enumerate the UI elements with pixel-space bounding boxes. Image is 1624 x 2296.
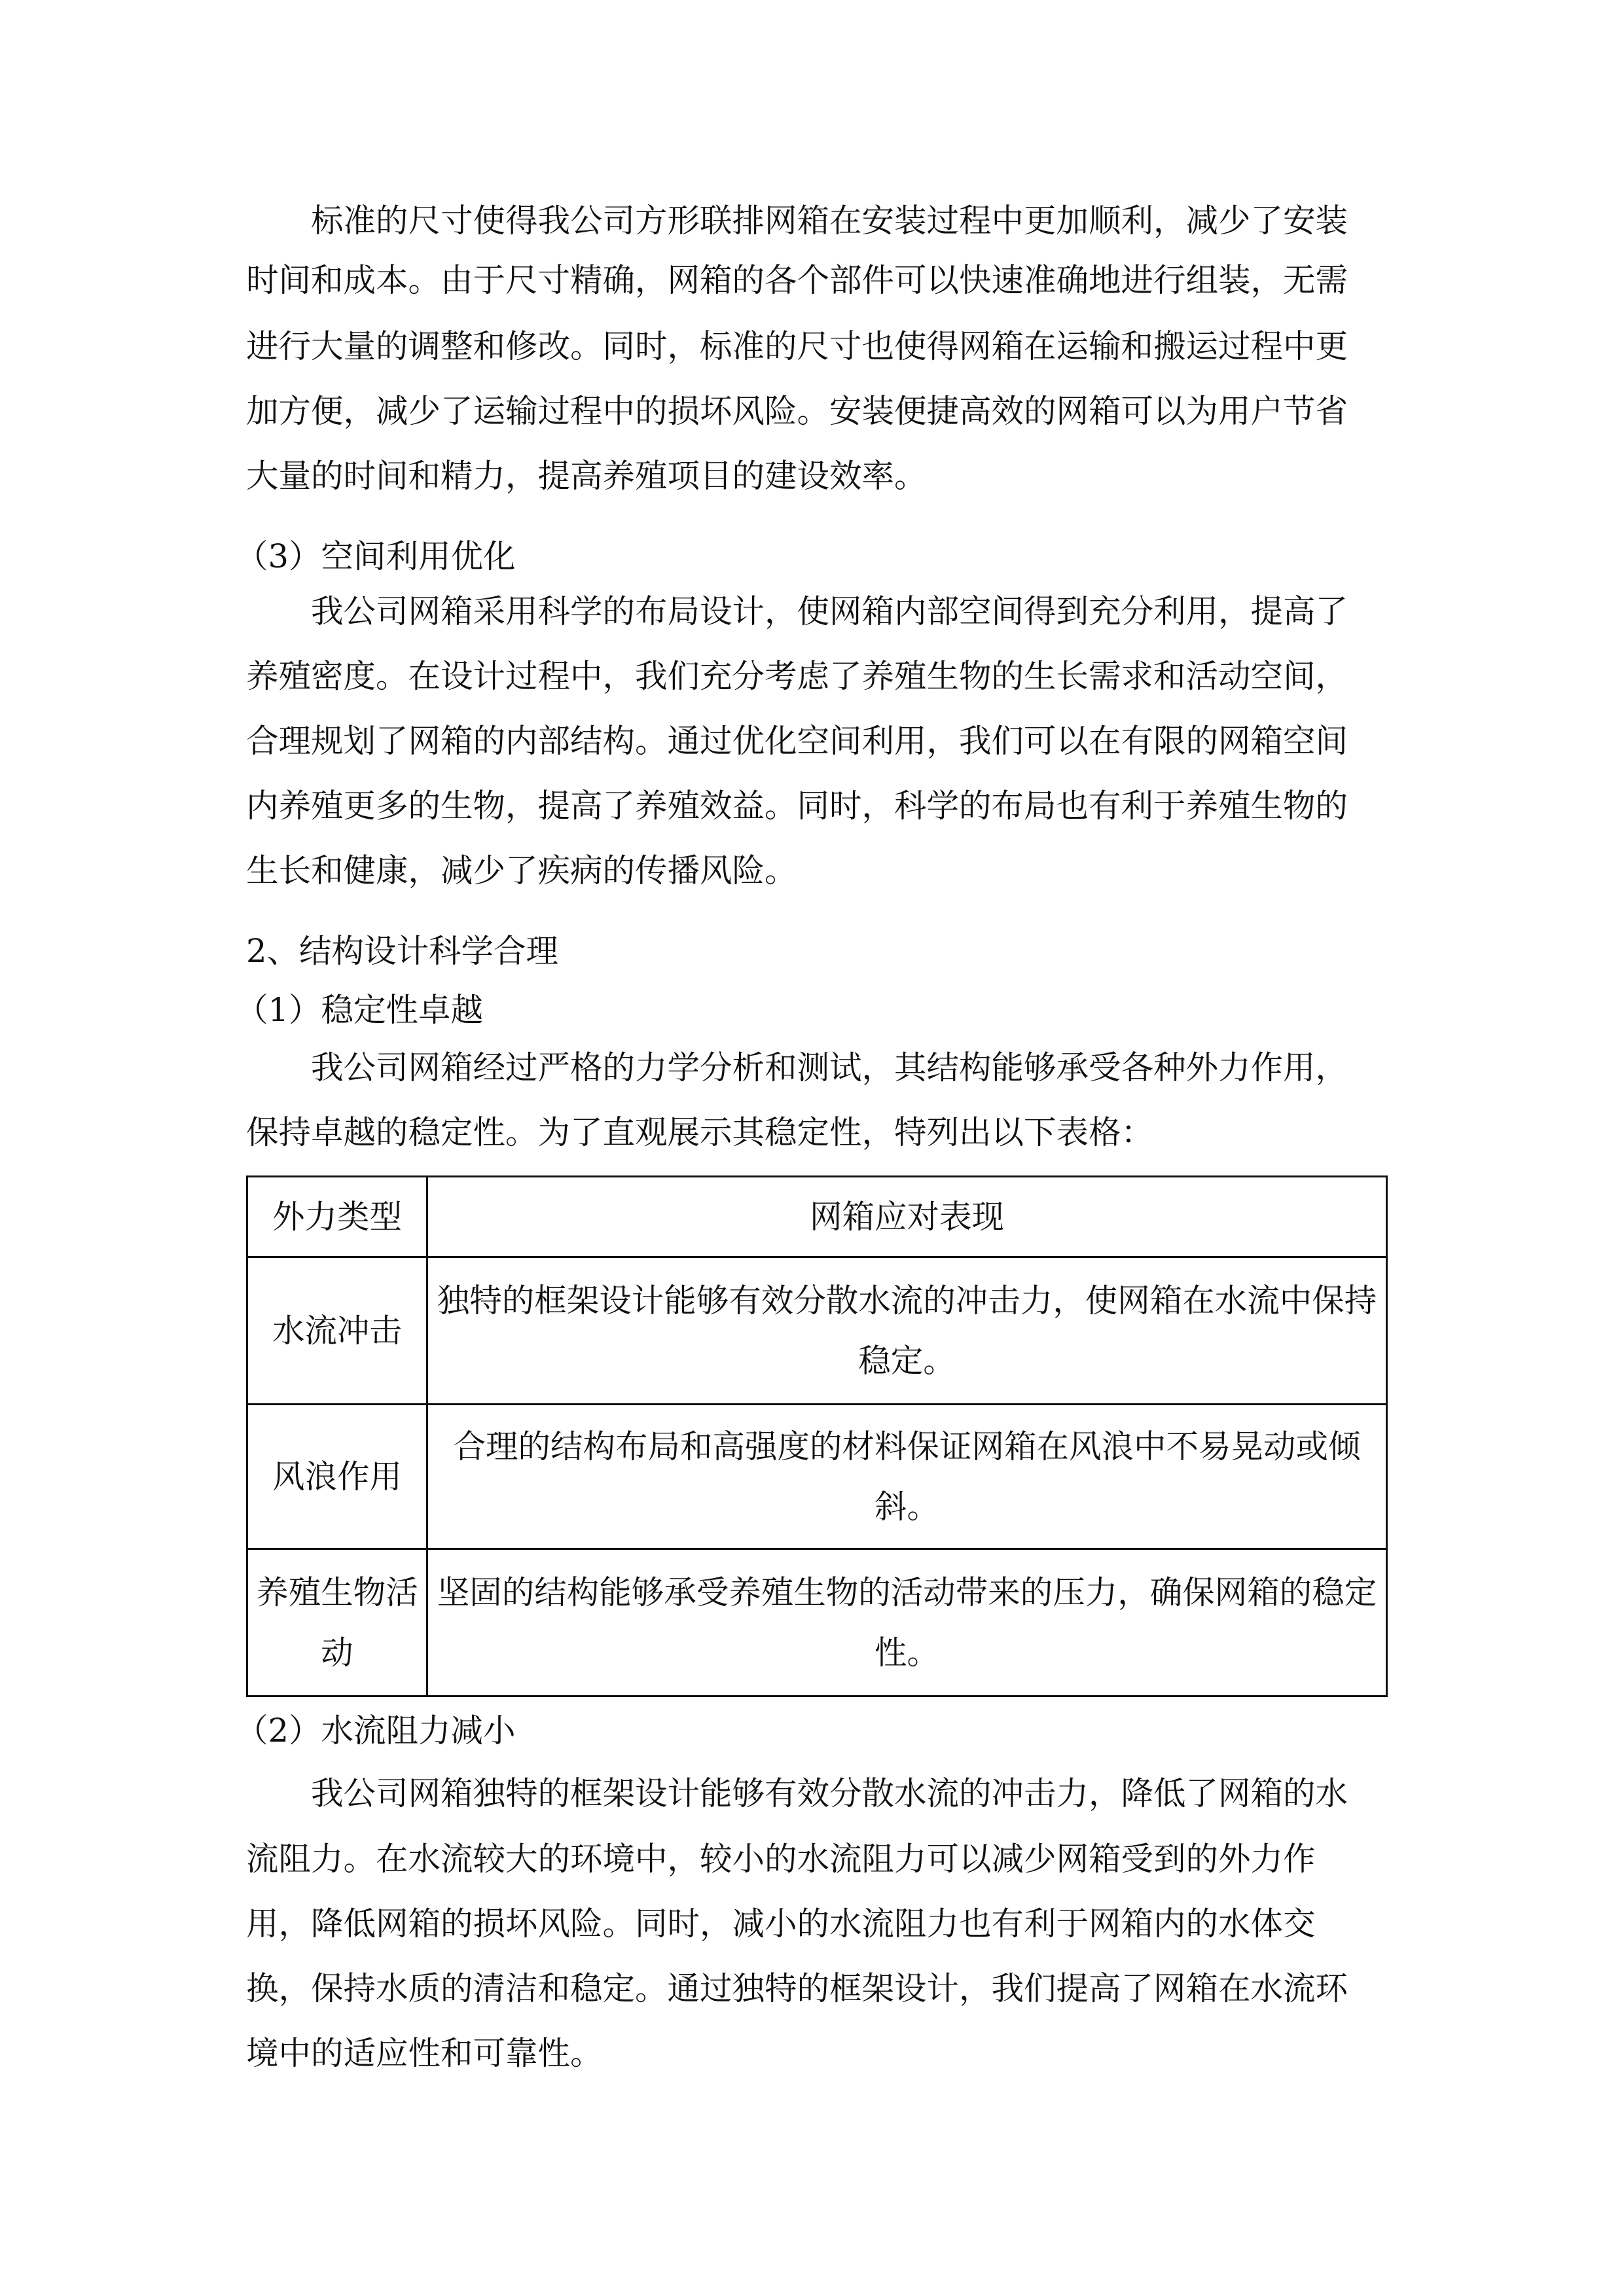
text-line: 用，降低网箱的损坏风险。同时，减小的水流阻力也有利于网箱内的水体交 bbox=[246, 1905, 1316, 1943]
cell-force-type: 水流冲击 bbox=[247, 1257, 427, 1405]
cell-performance: 坚固的结构能够承受养殖生物的活动带来的压力，确保网箱的稳定性。 bbox=[427, 1549, 1387, 1696]
text-line: 大量的时间和精力，提高养殖项目的建设效率。 bbox=[246, 457, 927, 495]
section-heading-flow-resistance: （2）水流阻力减小 bbox=[236, 1712, 516, 1749]
text-line: 进行大量的调整和修改。同时，标准的尺寸也使得网箱在运输和搬运过程中更 bbox=[246, 327, 1348, 365]
header-performance: 网箱应对表现 bbox=[427, 1177, 1387, 1257]
cell-force-type: 养殖生物活动 bbox=[247, 1549, 427, 1696]
text-line: 我公司网箱经过严格的力学分析和测试，其结构能够承受各种外力作用， bbox=[311, 1049, 1348, 1086]
text-line: 加方便，减少了运输过程中的损坏风险。安装便捷高效的网箱可以为用户节省 bbox=[246, 392, 1348, 430]
table-row bbox=[247, 1257, 1387, 1405]
table-row bbox=[247, 1549, 1387, 1696]
text-line: 生长和健康，减少了疾病的传播风险。 bbox=[246, 852, 797, 889]
text-line: 换，保持水质的清洁和稳定。通过独特的框架设计，我们提高了网箱在水流环 bbox=[246, 1969, 1348, 2007]
section-heading-stability: （1）稳定性卓越 bbox=[236, 991, 483, 1029]
table-header-row bbox=[247, 1177, 1387, 1257]
header-force-type: 外力类型 bbox=[247, 1177, 427, 1257]
text-line: 合理规划了网箱的内部结构。通过优化空间利用，我们可以在有限的网箱空间 bbox=[246, 722, 1348, 760]
section-heading-space-optimization: （3）空间利用优化 bbox=[236, 537, 516, 575]
text-line: 养殖密度。在设计过程中，我们充分考虑了养殖生物的生长需求和活动空间， bbox=[246, 657, 1348, 695]
stability-table bbox=[246, 1175, 1388, 1697]
table-row bbox=[247, 1405, 1387, 1549]
text-line: 内养殖更多的生物，提高了养殖效益。同时，科学的布局也有利于养殖生物的 bbox=[246, 787, 1348, 825]
section-heading-structure: 2、结构设计科学合理 bbox=[246, 932, 558, 970]
text-line: 境中的适应性和可靠性。 bbox=[246, 2034, 603, 2072]
text-line: 我公司网箱独特的框架设计能够有效分散水流的冲击力，降低了网箱的水 bbox=[311, 1774, 1348, 1812]
text-line: 保持卓越的稳定性。为了直观展示其稳定性，特列出以下表格： bbox=[246, 1113, 1153, 1151]
cell-performance: 合理的结构布局和高强度的材料保证网箱在风浪中不易晃动或倾斜。 bbox=[427, 1405, 1387, 1549]
cell-performance: 独特的框架设计能够有效分散水流的冲击力，使网箱在水流中保持稳定。 bbox=[427, 1257, 1387, 1405]
text-line: 我公司网箱采用科学的布局设计，使网箱内部空间得到充分利用，提高了 bbox=[311, 592, 1348, 630]
text-line: 标准的尺寸使得我公司方形联排网箱在安装过程中更加顺利，减少了安装 bbox=[311, 202, 1348, 240]
cell-force-type: 风浪作用 bbox=[247, 1405, 427, 1549]
text-line: 流阻力。在水流较大的环境中，较小的水流阻力可以减少网箱受到的外力作 bbox=[246, 1840, 1316, 1878]
text-line: 时间和成本。由于尺寸精确，网箱的各个部件可以快速准确地进行组装，无需 bbox=[246, 261, 1348, 299]
